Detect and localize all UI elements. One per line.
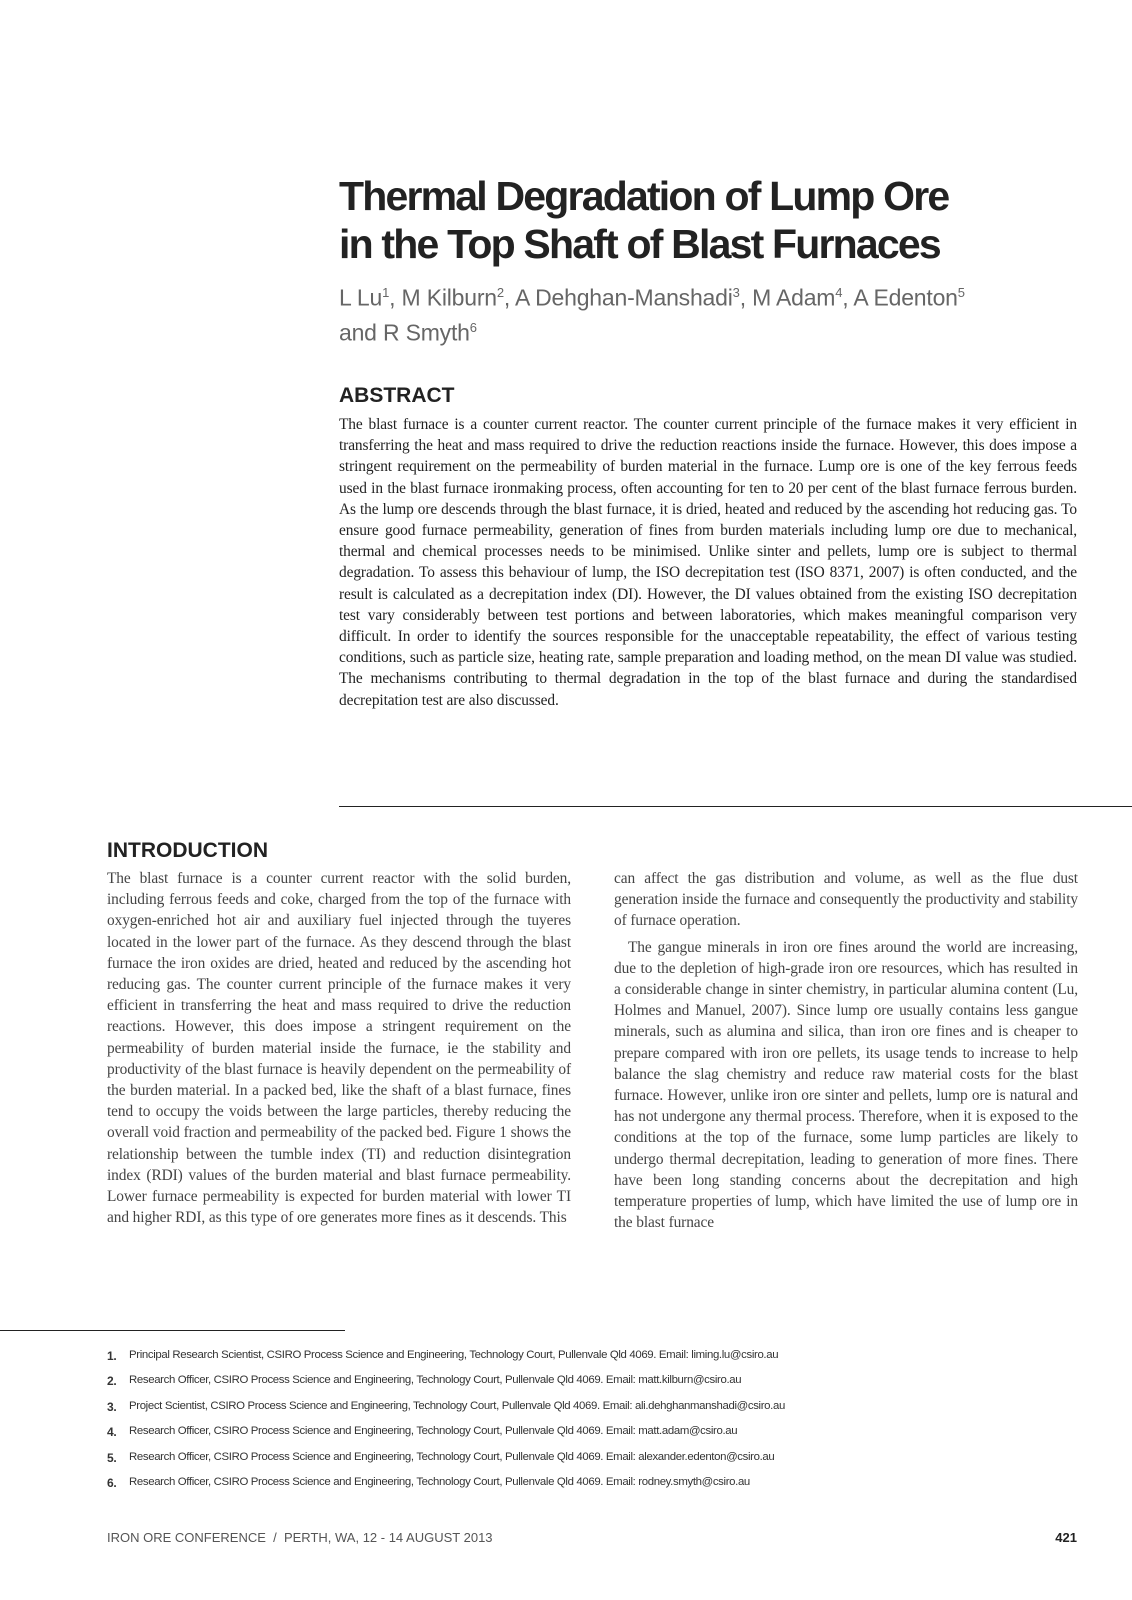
affiliation-marker: 1 (382, 285, 390, 300)
footnote-text: Principal Research Scientist, CSIRO Process Science and Engineering, Technology Court, Pullenvale Qld 4069. Email: liming.lu@csiro.au (129, 1349, 779, 1361)
footnote-item (107, 1476, 1107, 1501)
affiliation-marker: 4 (835, 285, 843, 300)
affiliation-marker: 6 (469, 319, 477, 335)
author-conjunction: and (339, 319, 383, 346)
paper-title (339, 172, 1079, 268)
footnote-item (107, 1400, 1107, 1425)
introduction-heading: INTRODUCTION (107, 839, 268, 862)
footnote-text: Research Officer, CSIRO Process Science and Engineering, Technology Court, Pullenvale Qld 4069. Email: rodney.smyth@csiro.au (129, 1475, 750, 1488)
footnote-item (107, 1349, 1107, 1374)
abstract-heading: ABSTRACT (339, 384, 455, 407)
author-separator: , (842, 284, 854, 311)
paper-title-line-1: Thermal Degradation of Lump Ore (339, 173, 949, 219)
author-name: M Adam (752, 284, 836, 311)
footnote-divider (0, 1330, 345, 1331)
body-paragraph: can affect the gas distribution and volume, as well as the flue dust generation inside the furnace and consequently the productivity and stability of furnace operation. (614, 870, 1078, 930)
footnote-text: Project Scientist, CSIRO Process Science and Engineering, Technology Court, Pullenvale Qld 4069. Email: ali.dehghanmanshadi@csiro.au (129, 1399, 785, 1412)
body-column-left (107, 868, 571, 1228)
footnote-list (107, 1349, 1107, 1501)
footnote-number: 3. (107, 1399, 117, 1414)
author-name: R Smyth (382, 319, 470, 346)
author-separator: , (389, 284, 402, 311)
footnote-item (107, 1425, 1107, 1450)
body-paragraph: The gangue minerals in iron ore fines around the world are increasing, due to the depletion of high-grade iron ore resources, which has resulted in a considerable change in sinter chemistry, in particular alumina content (Lu, Holmes and Manuel, 2007). Since lump ore usually contains less gangue minerals, such as alumina and silica, than iron ore fines and is cheaper to prepare compared with iron ore pellets, its usage tends to increase to help balance the slag chemistry and reduce raw material costs for the blast furnace. However, unlike iron ore sinter and pellets, lump ore is natural and has not undergone any thermal process. Therefore, when it is exposed to the conditions at the top of the furnace, some lump particles are likely to undergo thermal decrepitation, leading to generation of more fines. There have been long standing concerns about the decrepitation and high temperature properties of lump, which have limited the use of lump ore in the blast furnace (614, 938, 1078, 1232)
author-name: L Lu (339, 284, 383, 311)
author-separator: , (739, 284, 753, 311)
paper-title-line-2: in the Top Shaft of Blast Furnaces (339, 221, 940, 267)
footnote-number: 4. (107, 1425, 117, 1440)
author-name: A Dehghan-Manshadi (515, 284, 733, 311)
footnote-text: Research Officer, CSIRO Process Science and Engineering, Technology Court, Pullenvale Qld 4069. Email: matt.adam@csiro.au (129, 1425, 738, 1438)
author-name: A Edenton (853, 284, 958, 311)
footnote-number: 5. (107, 1450, 117, 1465)
footnote-text: Research Officer, CSIRO Process Science and Engineering, Technology Court, Pullenvale Qld 4069. Email: matt.kilburn@csiro.au (129, 1374, 742, 1387)
section-divider (339, 806, 1132, 807)
footnote-item (107, 1374, 1107, 1399)
page-number: 421 (1055, 1530, 1077, 1545)
body-paragraph: The blast furnace is a counter current reactor with the solid burden, including ferrous feeds and coke, charged from the top of the furnace with oxygen-enriched hot air and auxiliary fuel injected through the tuyeres located in the lower part of the furnace. As they descend through the blast furnace the iron oxides are dried, heated and reduced by the ascending hot reducing gas. The counter current principle of the furnace makes it very efficient in transferring the heat and mass required to drive the reduction reactions. However, this does impose a stringent requirement on the permeability of burden material inside the furnace, ie the stability and productivity of the blast furnace is heavily dependent on the permeability of the burden material. In a packed bed, like the shaft of a blast furnace, fines tend to occupy the voids between the large particles, thereby reducing the overall void fraction and permeability of the packed bed. Figure 1 shows the relationship between the tumble index (TI) and reduction disintegration index (RDI) values of the burden material and blast furnace permeability. Lower furnace permeability is expected for burden material with lower TI and higher RDI, as this type of ore generates more fines as it descends. This (107, 870, 571, 1227)
author-line-2 (339, 313, 1079, 348)
author-separator: , (503, 284, 516, 311)
affiliation-marker: 5 (957, 285, 965, 300)
footnote-text: Research Officer, CSIRO Process Science and Engineering, Technology Court, Pullenvale Qld 4069. Email: alexander.edenton@csiro.au (129, 1450, 775, 1463)
footnote-number: 1. (107, 1349, 117, 1363)
footnote-number: 2. (107, 1374, 117, 1389)
affiliation-marker: 2 (496, 285, 504, 300)
page-footer (107, 1530, 1077, 1550)
author-name: M Kilburn (401, 284, 497, 311)
author-line-1 (339, 278, 1079, 313)
body-column-right (614, 868, 1078, 1233)
author-list (339, 278, 1079, 347)
conference-name: IRON ORE CONFERENCE / PERTH, WA, 12 - 14 AUGUST 2013 (107, 1530, 493, 1545)
abstract-text: The blast furnace is a counter current reactor. The counter current principle of the furnace makes it very efficient in transferring the heat and mass required to drive the reduction reactions inside the furnace. However, this does impose a stringent requirement on the permeability of burden material in the furnace. Lump ore is one of the key ferrous feeds used in the blast furnace ironmaking process, often accounting for ten to 20 per cent of the blast furnace ferrous burden. As the lump ore descends through the blast furnace, it is dried, heated and reduced by the ascending hot reducing gas. To ensure good furnace permeability, generation of fines from burden materials including lump ore due to mechanical, thermal and chemical processes needs to be minimised. Unlike sinter and pellets, lump ore is subject to thermal degradation. To assess this behaviour of lump, the ISO decrepitation test (ISO 8371, 2007) is often conducted, and the result is calculated as a decrepitation index (DI). However, the DI values obtained from the existing ISO decrepitation test vary considerably between test portions and between laboratories, which makes meaningful comparison very difficult. In order to identify the sources responsible for the unacceptable repeatability, the effect of various testing conditions, such as particle size, heating rate, sample preparation and loading method, on the mean DI value was studied. The mechanisms contributing to thermal degradation in the top of the blast furnace and during the standardised decrepitation test are also discussed. (339, 416, 1077, 709)
affiliation-marker: 3 (732, 285, 740, 300)
footnote-number: 6. (107, 1475, 117, 1490)
footnote-item (107, 1451, 1107, 1476)
